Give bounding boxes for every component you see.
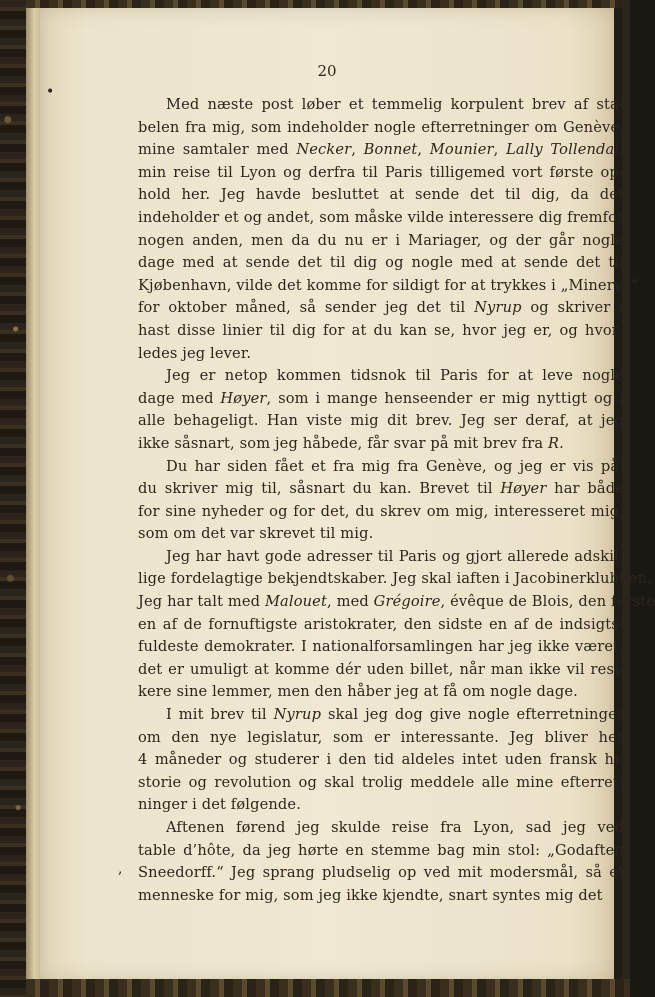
text-run: Jeg er netop kommen tidsnok til Paris for at leve nogle (166, 367, 624, 385)
text-run: menneske for mig, som jeg ikke kjendte, snart syntes mig det (138, 886, 603, 904)
text-run: belen fra mig, som indeholder nogle efterretninger om Genève, (138, 118, 624, 136)
text-line (138, 478, 624, 501)
text-run: dage med (138, 389, 221, 407)
text-line (138, 433, 624, 456)
text-run: kere sine lemmer, men den håber jeg at få om nogle dage. (138, 683, 578, 701)
text-run: hold her. Jeg havde besluttet at sende det til dig, da det (138, 186, 624, 204)
text-line (138, 207, 624, 230)
text-line (138, 297, 624, 320)
text-line (138, 862, 624, 885)
text-line (138, 885, 624, 908)
text-run: , som i mange henseender er mig nyttigt og i (266, 389, 624, 407)
text-run: det er umuligt at komme dér uden billet, når man ikke vil resi- (138, 660, 624, 678)
italic-name: Høyer (220, 389, 267, 407)
text-run: har både (546, 480, 624, 498)
text-line (138, 614, 624, 637)
text-line (138, 410, 624, 433)
italic-name: Grégoire (373, 593, 441, 611)
text-line (138, 636, 624, 659)
text-run: Jeg har talt med (138, 593, 265, 611)
italic-name: Mounier (429, 141, 494, 159)
text-line (138, 139, 624, 162)
text-run: for sine nyheder og for det, du skrev om mig, interesseret mig, (138, 502, 624, 520)
text-run: Sneedorff.“ Jeg sprang pludselig op ved mit modersmål, så et (138, 864, 624, 882)
italic-name: Necker (296, 141, 352, 159)
page-sheet (40, 8, 655, 980)
text-line (138, 591, 655, 614)
text-run: ninger i det følgende. (138, 796, 301, 814)
text-line (138, 817, 624, 840)
text-run: fuldeste demokrater. I nationalforsamlingen har jeg ikke været, (138, 638, 624, 656)
italic-name: Malouet (264, 593, 327, 611)
text-line (138, 794, 624, 817)
text-line (138, 772, 624, 795)
text-run: for oktober måned, så sender jeg det til (138, 299, 475, 317)
text-run: , (619, 141, 625, 159)
margin-dot: • (46, 84, 55, 100)
text-line (138, 365, 624, 388)
text-line (138, 320, 624, 343)
text-run: Du har siden fået et fra mig fra Genève, og jeg er vis på, (166, 457, 624, 475)
text-run: I mit brev til (166, 706, 274, 724)
text-run: mine samtaler med (138, 141, 297, 159)
text-line (138, 275, 639, 298)
text-line (138, 456, 624, 479)
text-run: Aftenen førend jeg skulde reise fra Lyon, sad jeg ved (166, 819, 624, 836)
text-line (138, 230, 624, 253)
text-run: ledes jeg lever. (138, 344, 252, 362)
text-line (138, 184, 624, 207)
page-number: 20 (317, 62, 337, 80)
text-run: table d’hôte, da jeg hørte en stemme bag min stol: „Godaften (138, 841, 624, 859)
text-run: alle behageligt. Han viste mig dit brev. Jeg ser deraf, at jeg (138, 412, 624, 430)
text-run: nogen anden, men da du nu er i Mariager, og der går nogle (138, 231, 624, 249)
book-spine (0, 0, 26, 997)
text-line (138, 568, 652, 591)
margin-comma: , (118, 861, 123, 877)
italic-name: Nyrup (273, 706, 322, 724)
text-run: du skriver mig til, såsnart du kan. Brevet til (138, 480, 501, 498)
text-line (138, 749, 624, 772)
text-line (138, 252, 624, 275)
text-run: storie og revolution og skal trolig meddele alle mine efterret- (138, 773, 624, 791)
text-line (138, 501, 624, 524)
text-run: Kjøbenhavn, vilde det komme for sildigt for at trykkes i „Minerva“ (138, 276, 639, 294)
text-line (138, 681, 624, 704)
text-run: , (417, 141, 430, 159)
text-run: indeholder et og andet, som måske vilde interessere dig fremfor (138, 208, 625, 226)
text-run: en af de fornuftigste aristokrater, den sidste en af de indsigts- (138, 615, 624, 633)
text-run: Med næste post løber et temmelig korpulent brev af sta- (166, 96, 624, 113)
text-line (138, 546, 624, 569)
body-text (138, 94, 655, 907)
text-run: ikke såsnart, som jeg håbede, får svar på mit brev fra (138, 434, 549, 452)
top-edge (26, 0, 630, 8)
page-gutter (26, 0, 40, 997)
text-run: , (351, 141, 364, 159)
bottom-edge (26, 979, 630, 997)
text-line (138, 523, 624, 546)
text-run: , med (327, 593, 374, 611)
text-line (138, 343, 624, 366)
italic-name: Lally Tollendal (506, 141, 620, 159)
text-run: , évêque de Blois, den første (440, 593, 655, 611)
text-run: om den nye legislatur, som er interessante. Jeg bliver her (138, 728, 624, 746)
text-line (138, 840, 624, 863)
text-line (138, 117, 624, 140)
text-run: , (493, 141, 507, 159)
text-run: og skriver i (521, 299, 624, 317)
text-run: Jeg har havt gode adresser til Paris og gjort allerede adskil- (166, 547, 624, 565)
text-line (138, 94, 624, 117)
italic-name: Nyrup (474, 299, 522, 317)
text-run: 4 måneder og studerer i den tid aldeles intet uden fransk hi- (138, 751, 624, 769)
text-line (138, 704, 624, 727)
italic-name: R. (548, 434, 564, 452)
text-line (138, 659, 624, 682)
text-run: dage med at sende det til dig og nogle med at sende det til (138, 254, 624, 272)
text-run: skal jeg dog give nogle efterretninger (321, 706, 624, 724)
text-run: lige fordelagtige bekjendtskaber. Jeg skal iaften i Jacobinerklubben. (138, 570, 652, 588)
italic-name: Høyer (500, 480, 547, 498)
text-run: som om det var skrevet til mig. (138, 525, 374, 543)
italic-name: Bonnet (363, 141, 418, 159)
text-line (138, 727, 624, 750)
text-line (138, 162, 624, 185)
text-run: hast disse linier til dig for at du kan se, hvor jeg er, og hvor- (138, 321, 624, 339)
text-run: min reise til Lyon og derfra til Paris tilligemed vort første op- (138, 163, 624, 181)
text-line (138, 388, 624, 411)
